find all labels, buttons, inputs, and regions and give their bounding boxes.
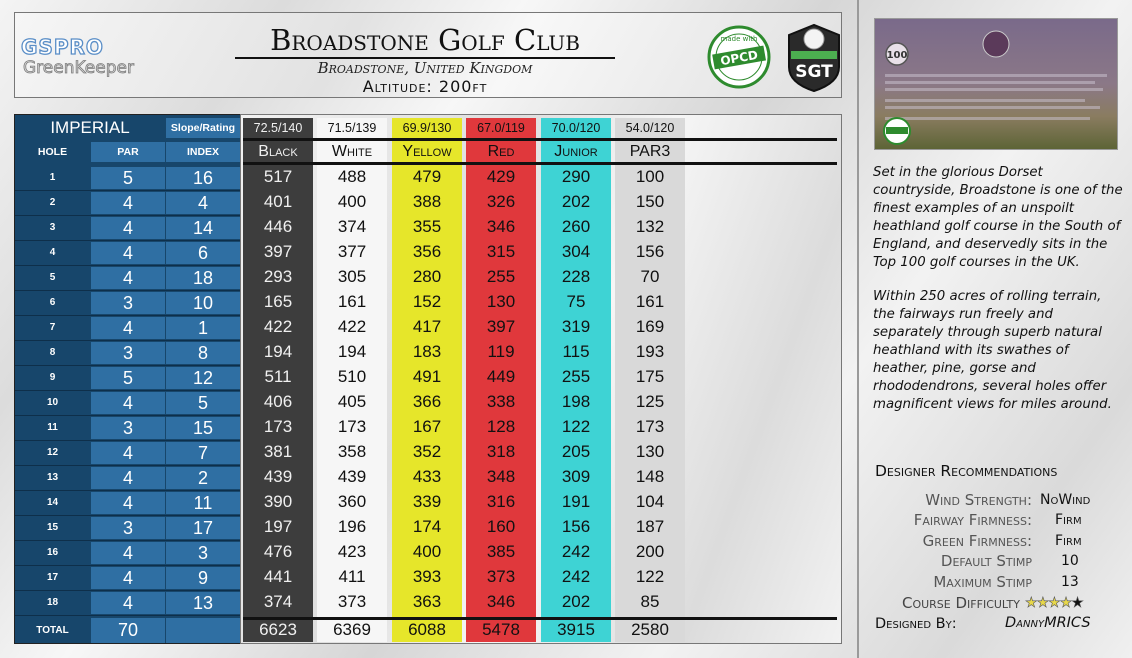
hole-number: 17 bbox=[15, 567, 90, 589]
default-stimp-label: Default Stimp bbox=[940, 552, 1032, 570]
tee-yardage: 130 bbox=[635, 442, 665, 461]
tee-yardage: 511 bbox=[264, 367, 292, 386]
hole-index: 5 bbox=[166, 392, 240, 414]
hole-number: 14 bbox=[15, 492, 90, 514]
tee-yardage: 360 bbox=[337, 492, 367, 511]
hole-index: 4 bbox=[166, 192, 240, 214]
tee-yardage: 373 bbox=[337, 592, 367, 611]
gspro-logo: GSPRO bbox=[21, 35, 104, 59]
hole-number: 18 bbox=[15, 592, 90, 614]
hole-number: 7 bbox=[15, 317, 90, 339]
row-divider bbox=[15, 365, 241, 366]
tee-yardage: 198 bbox=[561, 392, 591, 411]
hole-par: 4 bbox=[91, 392, 165, 414]
tee-name: Yellow bbox=[402, 143, 452, 160]
hole-par: 3 bbox=[91, 517, 165, 539]
hole-index: 1 bbox=[166, 317, 240, 339]
tee-yardage: 202 bbox=[561, 192, 591, 211]
opcd-badge-icon bbox=[707, 25, 771, 89]
tee-name: Red bbox=[487, 143, 515, 160]
hole-index: 8 bbox=[166, 342, 240, 364]
tee-yardage: 405 bbox=[337, 392, 367, 411]
hole-index: 13 bbox=[166, 592, 240, 614]
row-divider bbox=[15, 590, 241, 591]
total-par: 70 bbox=[91, 618, 165, 643]
hole-par: 3 bbox=[91, 417, 165, 439]
green-firmness-label: Green Firmness: bbox=[922, 532, 1032, 550]
maximum-stimp-value: 13 bbox=[1061, 574, 1079, 590]
tee-yardage: 390 bbox=[263, 492, 293, 511]
hole-par: 4 bbox=[91, 192, 165, 214]
tee-yardage: 348 bbox=[486, 467, 516, 486]
tee-yardage: 161 bbox=[635, 292, 665, 311]
hole-par: 4 bbox=[91, 267, 165, 289]
hole-index: 11 bbox=[166, 492, 240, 514]
wind-strength-value: NoWind bbox=[1040, 492, 1091, 508]
tee-total-yardage: 6088 bbox=[408, 620, 446, 639]
tee-yardage: 439 bbox=[263, 467, 293, 486]
tee-yardage: 173 bbox=[263, 417, 293, 436]
hole-index: 6 bbox=[166, 242, 240, 264]
tee-rating: 54.0/120 bbox=[615, 119, 685, 137]
row-divider bbox=[15, 390, 241, 391]
tee-yardage: 122 bbox=[561, 417, 591, 436]
tee-yardage: 196 bbox=[337, 517, 367, 536]
tee-yardage: 255 bbox=[561, 367, 591, 386]
hole-number: 12 bbox=[15, 442, 90, 464]
hole-index: 16 bbox=[166, 167, 240, 189]
tee-yardage: 517 bbox=[263, 167, 293, 186]
tee-yardage: 400 bbox=[412, 542, 442, 561]
tee-yardage: 433 bbox=[412, 467, 442, 486]
opcd-badge-top: made with bbox=[720, 35, 758, 43]
hole-number: 6 bbox=[15, 292, 90, 314]
tee-yardage: 355 bbox=[412, 217, 442, 236]
row-divider bbox=[15, 415, 241, 416]
tee-yardage: 305 bbox=[337, 267, 367, 286]
tee-yardage: 309 bbox=[561, 467, 591, 486]
tee-yardage: 173 bbox=[635, 417, 665, 436]
row-divider bbox=[15, 540, 241, 541]
opcd-badge-text: OPCD bbox=[719, 47, 759, 69]
hole-number: 16 bbox=[15, 542, 90, 564]
tee-rating: 70.0/120 bbox=[541, 119, 611, 137]
tee-yardage: 393 bbox=[412, 567, 442, 586]
tee-total-yardage: 6623 bbox=[259, 620, 297, 639]
tee-yardage: 290 bbox=[561, 167, 591, 186]
description-paragraph-2: Within 250 acres of rolling terrain, the fairways run freely and separately through superb natural heathland with its swathes of heather, pine, gorse and rhododendrons, several holes offer magnificent views for miles around. bbox=[873, 289, 1112, 412]
hole-index: 9 bbox=[166, 567, 240, 589]
tee-name: White bbox=[331, 143, 373, 160]
tee-yardage: 326 bbox=[486, 192, 516, 211]
maximum-stimp-label: Maximum Stimp bbox=[933, 573, 1032, 591]
hole-index: 2 bbox=[166, 467, 240, 489]
slope-rating-header: Slope/Rating bbox=[166, 118, 240, 138]
tee-name: Junior bbox=[554, 143, 598, 160]
tee-yardage: 385 bbox=[486, 542, 516, 561]
fairway-firmness-value: Firm bbox=[1055, 512, 1082, 528]
designed-by-label: Designed By: bbox=[875, 616, 957, 632]
tee-yardage: 255 bbox=[486, 267, 516, 286]
tee-yardage: 479 bbox=[412, 167, 442, 186]
panel-divider bbox=[857, 0, 859, 658]
par-header: PAR bbox=[91, 142, 165, 162]
row-divider bbox=[15, 565, 241, 566]
tee-yardage: 183 bbox=[412, 342, 442, 361]
row-divider bbox=[15, 490, 241, 491]
row-divider bbox=[15, 265, 241, 266]
tee-yardage: 280 bbox=[412, 267, 442, 286]
tee-yardage: 441 bbox=[263, 567, 293, 586]
tee-yardage: 132 bbox=[635, 217, 665, 236]
row-divider bbox=[15, 240, 241, 241]
hole-par: 4 bbox=[91, 242, 165, 264]
hole-par: 4 bbox=[91, 317, 165, 339]
hole-number: 8 bbox=[15, 342, 90, 364]
hole-index: 12 bbox=[166, 367, 240, 389]
tee-name: PAR3 bbox=[629, 143, 671, 160]
row-divider bbox=[15, 190, 241, 191]
tee-yardage: 125 bbox=[635, 392, 665, 411]
row-divider bbox=[15, 615, 241, 616]
default-stimp-value: 10 bbox=[1061, 553, 1079, 569]
tee-yardage: 488 bbox=[337, 167, 367, 186]
tee-yardage: 401 bbox=[263, 192, 293, 211]
hole-number: 1 bbox=[15, 167, 90, 189]
course-photo bbox=[874, 18, 1118, 150]
tee-yardage: 104 bbox=[635, 492, 665, 511]
hole-number: 13 bbox=[15, 467, 90, 489]
row-divider bbox=[15, 440, 241, 441]
tee-yardage: 491 bbox=[412, 367, 442, 386]
tee-yardage: 346 bbox=[486, 217, 516, 236]
tee-yardage: 156 bbox=[561, 517, 591, 536]
tee-yardage: 346 bbox=[486, 592, 516, 611]
sgt-badge-icon bbox=[785, 21, 843, 93]
tee-yardage: 400 bbox=[337, 192, 367, 211]
header-panel bbox=[14, 12, 842, 98]
tee-yardage: 366 bbox=[412, 392, 442, 411]
tee-yardage: 318 bbox=[486, 442, 516, 461]
tee-yardage: 75 bbox=[566, 292, 586, 311]
tee-yardage: 439 bbox=[337, 467, 367, 486]
tee-yardage: 316 bbox=[486, 492, 516, 511]
hole-number: 3 bbox=[15, 217, 90, 239]
tee-yardage: 406 bbox=[263, 392, 293, 411]
hole-par: 4 bbox=[91, 567, 165, 589]
total-label: TOTAL bbox=[15, 618, 90, 643]
tee-yardage: 363 bbox=[412, 592, 442, 611]
tee-yardage: 429 bbox=[486, 167, 516, 186]
total-rule bbox=[243, 617, 837, 620]
tee-yardage: 160 bbox=[486, 517, 516, 536]
hole-number: 15 bbox=[15, 517, 90, 539]
star-filled-icon: ★ bbox=[1059, 595, 1072, 611]
tee-yardage: 197 bbox=[263, 517, 293, 536]
hole-number: 4 bbox=[15, 242, 90, 264]
tee-yardage: 304 bbox=[561, 242, 591, 261]
greenkeeper-logo: GreenKeeper bbox=[23, 58, 134, 78]
tee-yardage: 169 bbox=[635, 317, 665, 336]
tee-yardage: 152 bbox=[412, 292, 442, 311]
course-description bbox=[873, 164, 1123, 430]
tee-yardage: 356 bbox=[412, 242, 442, 261]
tee-yardage: 352 bbox=[412, 442, 442, 461]
tee-rating: 67.0/119 bbox=[466, 119, 536, 137]
hole-index: 3 bbox=[166, 542, 240, 564]
tee-yardage: 200 bbox=[635, 542, 665, 561]
hole-par: 5 bbox=[91, 367, 165, 389]
tee-yardage: 130 bbox=[486, 292, 516, 311]
tee-yardage: 339 bbox=[412, 492, 442, 511]
hole-par: 4 bbox=[91, 217, 165, 239]
tee-yardage: 187 bbox=[635, 517, 665, 536]
tee-rating: 71.5/139 bbox=[317, 119, 387, 137]
photo-badge: 100 bbox=[886, 50, 908, 61]
tee-total-yardage: 2580 bbox=[631, 620, 669, 639]
tee-yardage: 173 bbox=[337, 417, 367, 436]
hole-par: 4 bbox=[91, 592, 165, 614]
tee-yardage: 377 bbox=[337, 242, 367, 261]
tee-yardage: 374 bbox=[263, 592, 293, 611]
index-header: INDEX bbox=[166, 142, 240, 162]
green-firmness-value: Firm bbox=[1055, 533, 1082, 549]
star-filled-icon: ★ bbox=[1036, 595, 1049, 611]
wind-strength-label: Wind Strength: bbox=[925, 491, 1032, 509]
designer-name: DannyMRICS bbox=[1005, 615, 1091, 631]
tee-yardage: 194 bbox=[337, 342, 367, 361]
hole-number: 10 bbox=[15, 392, 90, 414]
tee-yardage: 161 bbox=[337, 292, 367, 311]
tee-rating: 69.9/130 bbox=[392, 119, 462, 137]
row-divider bbox=[15, 340, 241, 341]
header-bottom-rule bbox=[243, 162, 837, 165]
tee-yardage: 422 bbox=[263, 317, 293, 336]
hole-index: 15 bbox=[166, 417, 240, 439]
tee-yardage: 100 bbox=[635, 167, 665, 186]
tee-yardage: 446 bbox=[263, 217, 293, 236]
tee-yardage: 85 bbox=[640, 592, 660, 611]
tee-yardage: 122 bbox=[635, 567, 665, 586]
tee-yardage: 242 bbox=[561, 542, 591, 561]
units-label: IMPERIAL bbox=[50, 118, 130, 137]
hole-par: 3 bbox=[91, 292, 165, 314]
tee-name: Black bbox=[258, 143, 298, 160]
hole-par-index-table bbox=[14, 114, 242, 644]
hole-index: 10 bbox=[166, 292, 240, 314]
club-name: Broadstone Golf Club bbox=[235, 23, 615, 59]
tee-yardage: 423 bbox=[337, 542, 367, 561]
tee-rating: 72.5/140 bbox=[243, 119, 313, 137]
row-divider bbox=[15, 215, 241, 216]
tee-yardage: 175 bbox=[635, 367, 665, 386]
tee-yardage: 338 bbox=[486, 392, 516, 411]
tee-yardage: 388 bbox=[412, 192, 442, 211]
tee-yardage: 150 bbox=[635, 192, 665, 211]
header-top-rule bbox=[243, 138, 837, 141]
hole-index: 7 bbox=[166, 442, 240, 464]
total-index-empty bbox=[166, 618, 240, 643]
tee-yardage: 174 bbox=[412, 517, 442, 536]
hole-number: 2 bbox=[15, 192, 90, 214]
tee-yardage: 449 bbox=[486, 367, 516, 386]
tee-yardage: 115 bbox=[562, 342, 590, 361]
hole-number: 9 bbox=[15, 367, 90, 389]
tee-yardage: 374 bbox=[337, 217, 367, 236]
hole-index: 18 bbox=[166, 267, 240, 289]
star-filled-icon: ★ bbox=[1048, 595, 1060, 611]
tee-yardage: 194 bbox=[263, 342, 293, 361]
tee-yardage: 156 bbox=[635, 242, 665, 261]
tee-yardage: 167 bbox=[412, 417, 442, 436]
tee-yardage: 242 bbox=[561, 567, 591, 586]
row-divider bbox=[15, 290, 241, 291]
tee-yardage: 319 bbox=[561, 317, 591, 336]
hole-par: 3 bbox=[91, 342, 165, 364]
recommendations-title: Designer Recommendations bbox=[875, 462, 1058, 480]
tee-yardage: 128 bbox=[486, 417, 516, 436]
tee-yardage: 358 bbox=[337, 442, 367, 461]
tee-yardage: 260 bbox=[561, 217, 591, 236]
hole-index: 17 bbox=[166, 517, 240, 539]
tee-yardage: 228 bbox=[561, 267, 591, 286]
tee-yardage: 148 bbox=[635, 467, 665, 486]
club-altitude: Altitude: 200ft bbox=[362, 77, 488, 96]
hole-index: 14 bbox=[166, 217, 240, 239]
tee-yardage: 293 bbox=[263, 267, 293, 286]
tee-yardage: 315 bbox=[486, 242, 516, 261]
description-paragraph-1: Set in the glorious Dorset countryside, Broadstone is one of the finest examples of an unspoilt heathland golf course in the South of England, and deservedly sits in the Top 100 golf courses in the UK. bbox=[873, 165, 1123, 270]
tee-yardage: 205 bbox=[561, 442, 591, 461]
tee-yardage: 119 bbox=[487, 342, 515, 361]
tee-yardage: 422 bbox=[337, 317, 367, 336]
tee-yardage: 510 bbox=[337, 367, 367, 386]
tee-yardage: 191 bbox=[561, 492, 591, 511]
hole-par: 4 bbox=[91, 542, 165, 564]
tee-yardage: 70 bbox=[640, 267, 660, 286]
hole-header: HOLE bbox=[37, 146, 68, 158]
tee-total-yardage: 5478 bbox=[482, 620, 520, 639]
tee-yardage: 202 bbox=[561, 592, 591, 611]
tee-yardage: 476 bbox=[263, 542, 293, 561]
tee-total-yardage: 6369 bbox=[333, 620, 371, 639]
tee-yardage: 397 bbox=[486, 317, 516, 336]
row-divider bbox=[15, 515, 241, 516]
tee-yardage: 411 bbox=[338, 567, 366, 586]
course-photo-image bbox=[875, 19, 1117, 149]
difficulty-stars bbox=[1025, 595, 1083, 611]
hole-par: 4 bbox=[91, 492, 165, 514]
course-difficulty-label: Course Difficulty bbox=[901, 594, 1020, 612]
hole-number: 5 bbox=[15, 267, 90, 289]
hole-par: 5 bbox=[91, 167, 165, 189]
hole-number: 11 bbox=[15, 417, 90, 439]
star-filled-icon: ★ bbox=[1025, 595, 1037, 611]
row-divider bbox=[15, 315, 241, 316]
tee-total-yardage: 3915 bbox=[557, 620, 595, 639]
tee-yardage: 397 bbox=[263, 242, 293, 261]
star-empty-icon: ★ bbox=[1071, 595, 1083, 611]
club-location: Broadstone, United Kingdom bbox=[317, 59, 533, 77]
tee-yardage: 193 bbox=[635, 342, 665, 361]
hole-par: 4 bbox=[91, 442, 165, 464]
tee-yardage: 417 bbox=[412, 317, 442, 336]
sgt-badge-text: SGT bbox=[795, 62, 833, 82]
row-divider bbox=[15, 465, 241, 466]
hole-par: 4 bbox=[91, 467, 165, 489]
tee-yardage: 381 bbox=[263, 442, 293, 461]
fairway-firmness-label: Fairway Firmness: bbox=[913, 511, 1032, 529]
tee-yardage: 165 bbox=[263, 292, 293, 311]
tee-yardage: 373 bbox=[486, 567, 516, 586]
